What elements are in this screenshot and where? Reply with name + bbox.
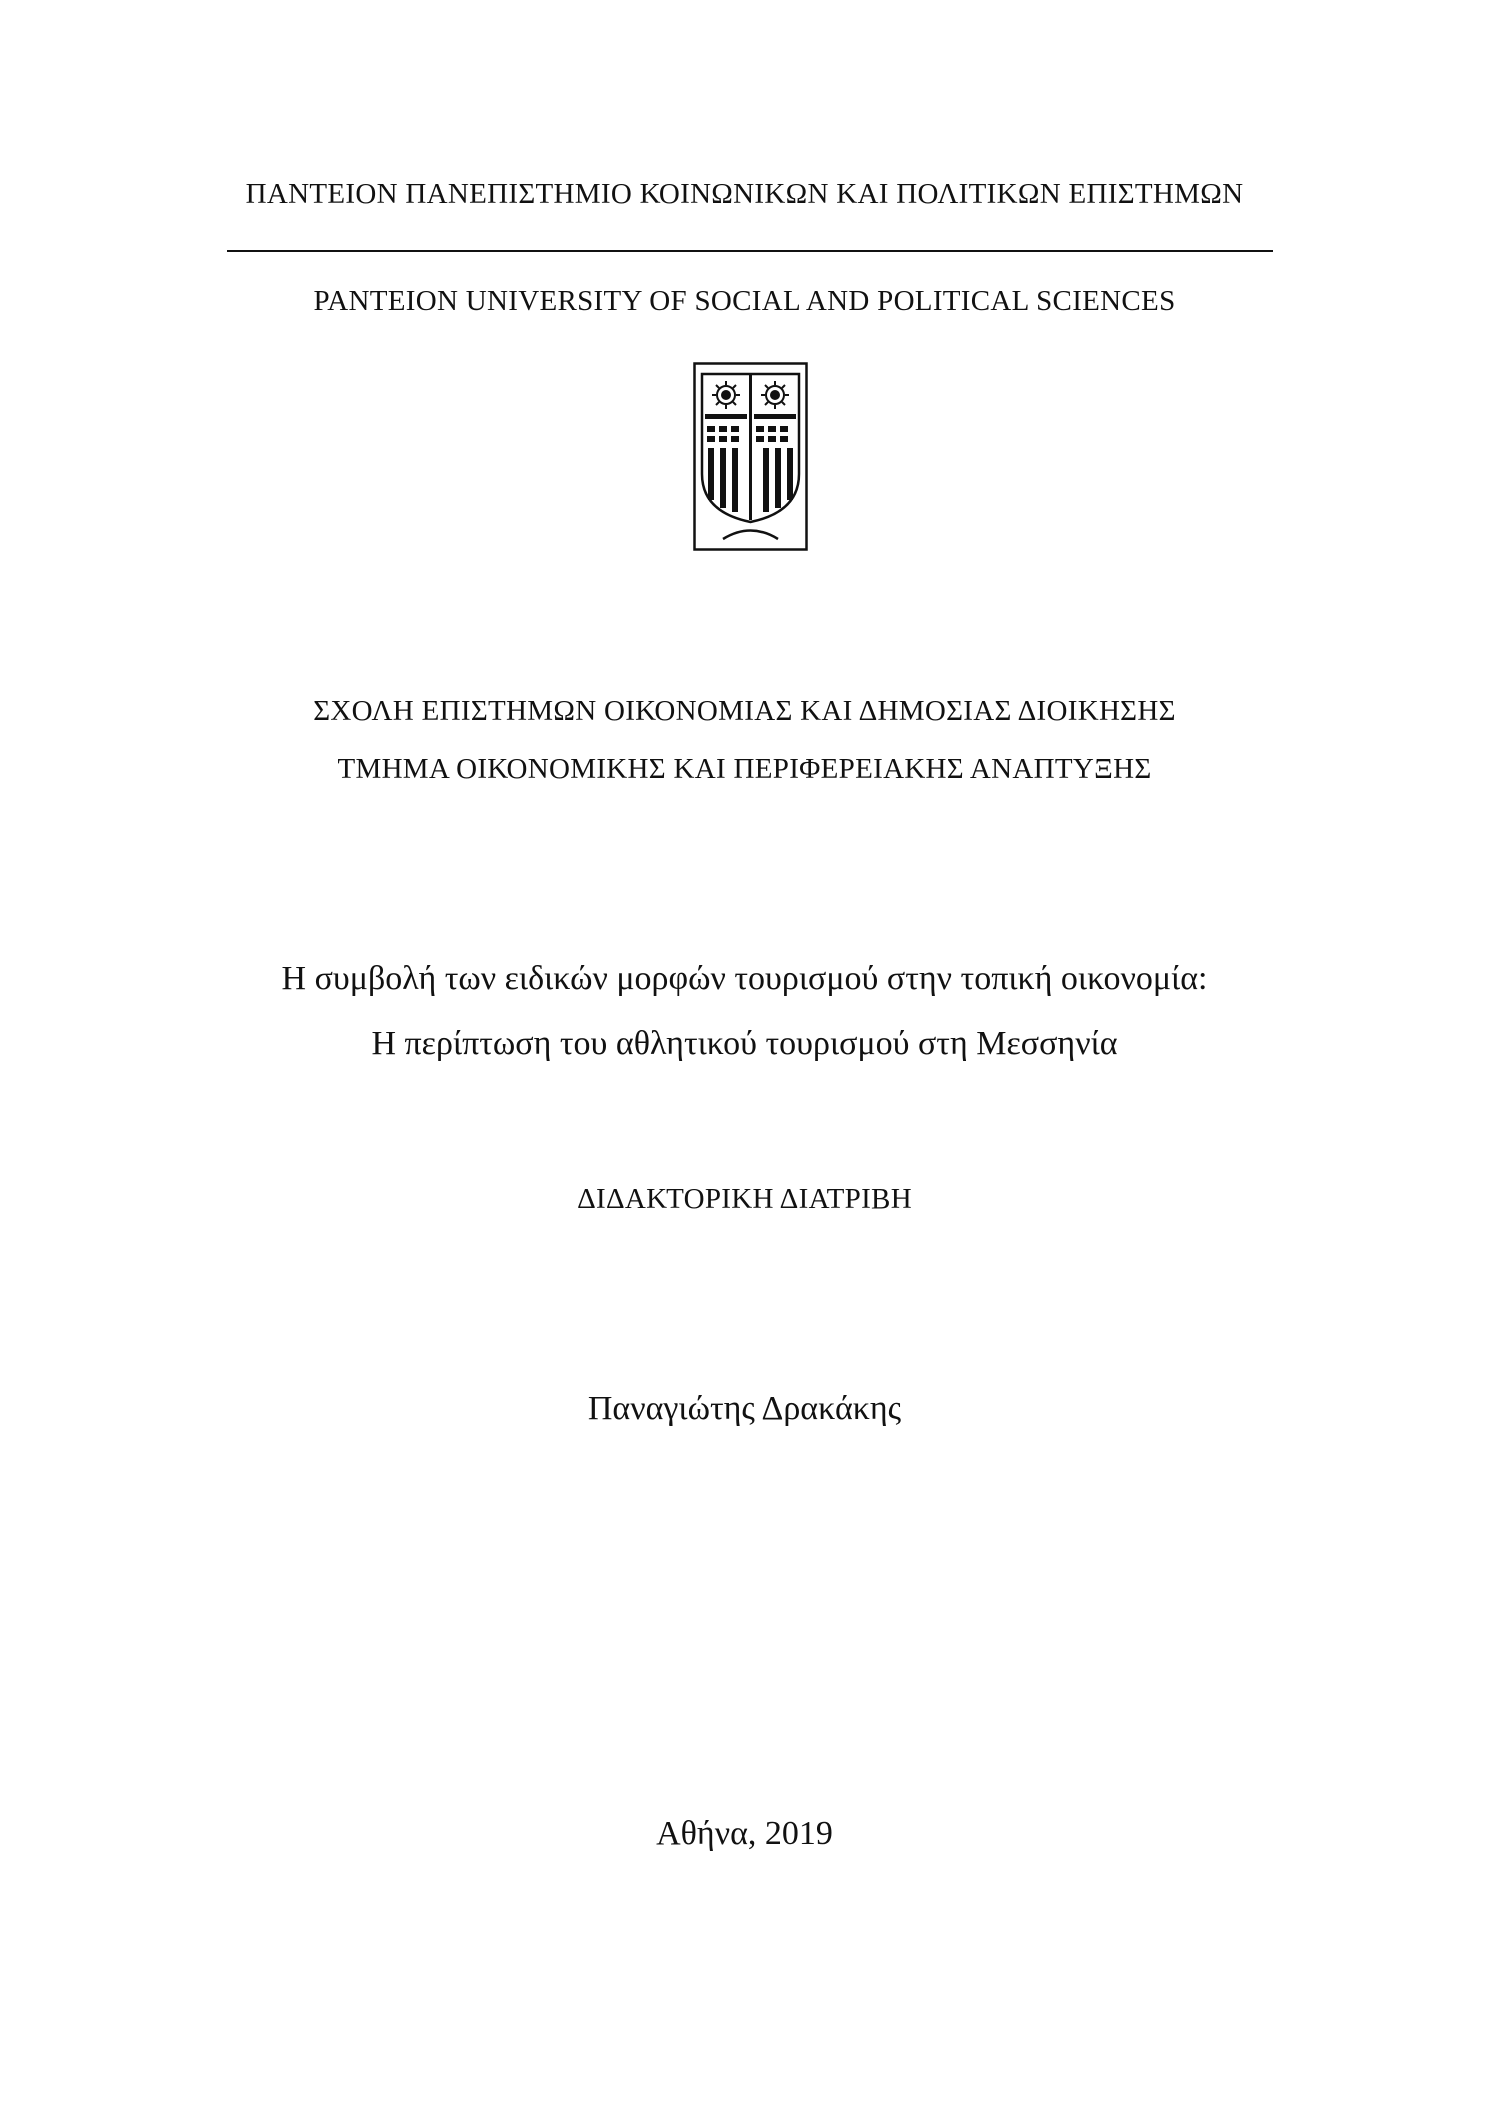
author-name: Παναγιώτης Δρακάκης (587, 1390, 902, 1427)
thesis-type: ΔΙΔΑΚΤΟΡΙΚΗ ΔΙΑΤΡΙΒΗ (577, 1183, 912, 1215)
department-name: ΤΜΗΜΑ ΟΙΚΟΝΟΜΙΚΗΣ ΚΑΙ ΠΕΡΙΦΕΡΕΙΑΚΗΣ ΑΝΑΠΤΥΞΗΣ (337, 753, 1152, 785)
university-name-greek: ΠΑΝΤΕΙΟΝ ΠΑΝΕΠΙΣΤΗΜΙΟ ΚΟΙΝΩΝΙΚΩΝ ΚΑΙ ΠΟΛΙΤΙΚΩΝ ΕΠΙΣΤΗΜΩΝ (245, 178, 1244, 210)
header-divider (227, 250, 1273, 252)
university-crest-icon (693, 362, 808, 551)
thesis-title-line-1: Η συμβολή των ειδικών μορφών τουρισμού στην τοπική οικονομία: (281, 960, 1208, 997)
school-name: ΣΧΟΛΗ ΕΠΙΣΤΗΜΩΝ ΟΙΚΟΝΟΜΙΑΣ ΚΑΙ ΔΗΜΟΣΙΑΣ ΔΙΟΙΚΗΣΗΣ (313, 695, 1176, 727)
place-and-year: Αθήνα, 2019 (656, 1815, 833, 1852)
university-name-english: PANTEION UNIVERSITY OF SOCIAL AND POLITICAL SCIENCES (313, 285, 1176, 317)
thesis-title-line-2: Η περίπτωση του αθλητικού τουρισμού στη Μεσσηνία (371, 1025, 1118, 1062)
